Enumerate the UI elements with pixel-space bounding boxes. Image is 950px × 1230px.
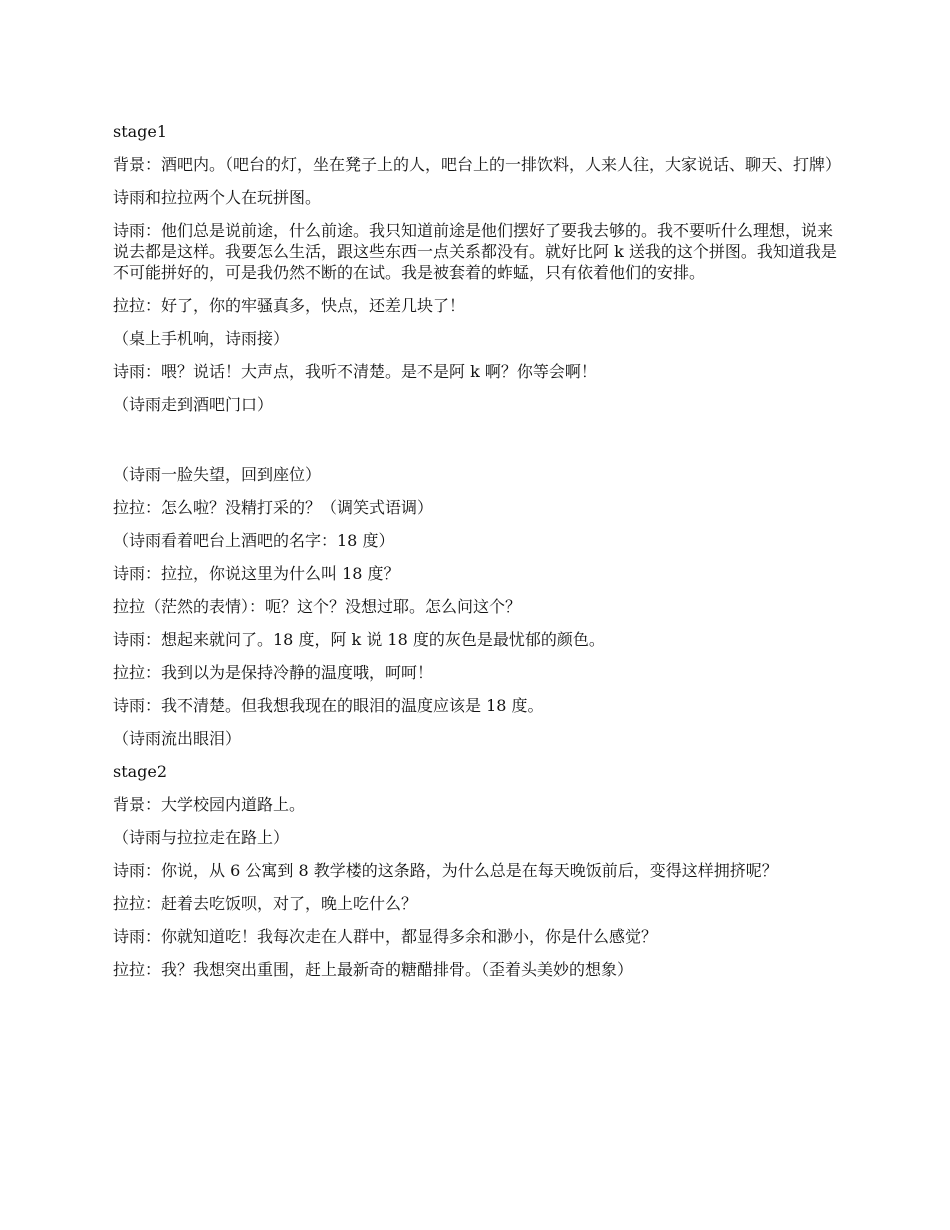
document-page: [113, 121, 840, 992]
stage-direction: 诗雨和拉拉两个人在玩拼图。: [113, 188, 322, 207]
dialogue-line: 拉拉：我到以为是保持冷静的温度哦，呵呵！: [113, 663, 434, 682]
stage-heading: stage1: [113, 122, 168, 141]
stage-direction: （诗雨流出眼泪）: [113, 729, 242, 748]
dialogue-line: 拉拉（茫然的表情）：呃？这个？没想过耶。怎么问这个？: [113, 597, 522, 616]
stage-heading: stage2: [113, 762, 168, 781]
blank-line: [113, 427, 840, 464]
dialogue-line: 诗雨：你就知道吃！我每次走在人群中，都显得多余和渺小，你是什么感觉？: [113, 927, 658, 946]
scene-background: 背景：酒吧内。（吧台的灯，坐在凳子上的人，吧台上的一排饮料，人来人往，大家说话、聊天、打牌）: [113, 155, 842, 174]
dialogue-line: 诗雨：想起来就问了。18 度，阿 k 说 18 度的灰色是最忧郁的颜色。: [113, 630, 605, 649]
stage-direction: （诗雨一脸失望，回到座位）: [113, 465, 322, 484]
stage-direction: （诗雨看着吧台上酒吧的名字：18 度）: [113, 531, 395, 550]
dialogue-line: 拉拉：怎么啦？没精打采的？（调笑式语调）: [113, 498, 434, 517]
dialogue-line: 诗雨：喂？说话！大声点，我听不清楚。是不是阿 k 啊？你等会啊！: [113, 362, 597, 381]
dialogue-line: 诗雨：他们总是说前途，什么前途。我只知道前途是他们摆好了要我去够的。我不要听什么理想，说来说去都是这样。我要怎么生活，跟这些东西一点关系都没有。就好比阿 k 送我的这个拼图。我知道我是不可能拼好的，可是我仍然不断的在试。我是被套着的蚱蜢，只有依着他们的安排。: [113, 221, 837, 282]
stage-direction: （诗雨与拉拉走在路上）: [113, 828, 290, 847]
dialogue-line: 拉拉：我？我想突出重围，赶上最新奇的糖醋排骨。（歪着头美妙的想象）: [113, 960, 634, 979]
stage-direction: （桌上手机响，诗雨接）: [113, 329, 290, 348]
dialogue-line: 诗雨：你说，从 6 公寓到 8 教学楼的这条路，为什么总是在每天晚饭前后，变得这样拥挤呢？: [113, 861, 778, 880]
dialogue-line: 诗雨：拉拉，你说这里为什么叫 18 度？: [113, 564, 400, 583]
scene-background: 背景：大学校园内道路上。: [113, 795, 306, 814]
dialogue-line: 拉拉：好了，你的牢骚真多，快点，还差几块了！: [113, 296, 466, 315]
dialogue-line: 拉拉：赶着去吃饭呗，对了，晚上吃什么？: [113, 894, 418, 913]
dialogue-line: 诗雨：我不清楚。但我想我现在的眼泪的温度应该是 18 度。: [113, 696, 544, 715]
stage-direction: （诗雨走到酒吧门口）: [113, 395, 274, 414]
